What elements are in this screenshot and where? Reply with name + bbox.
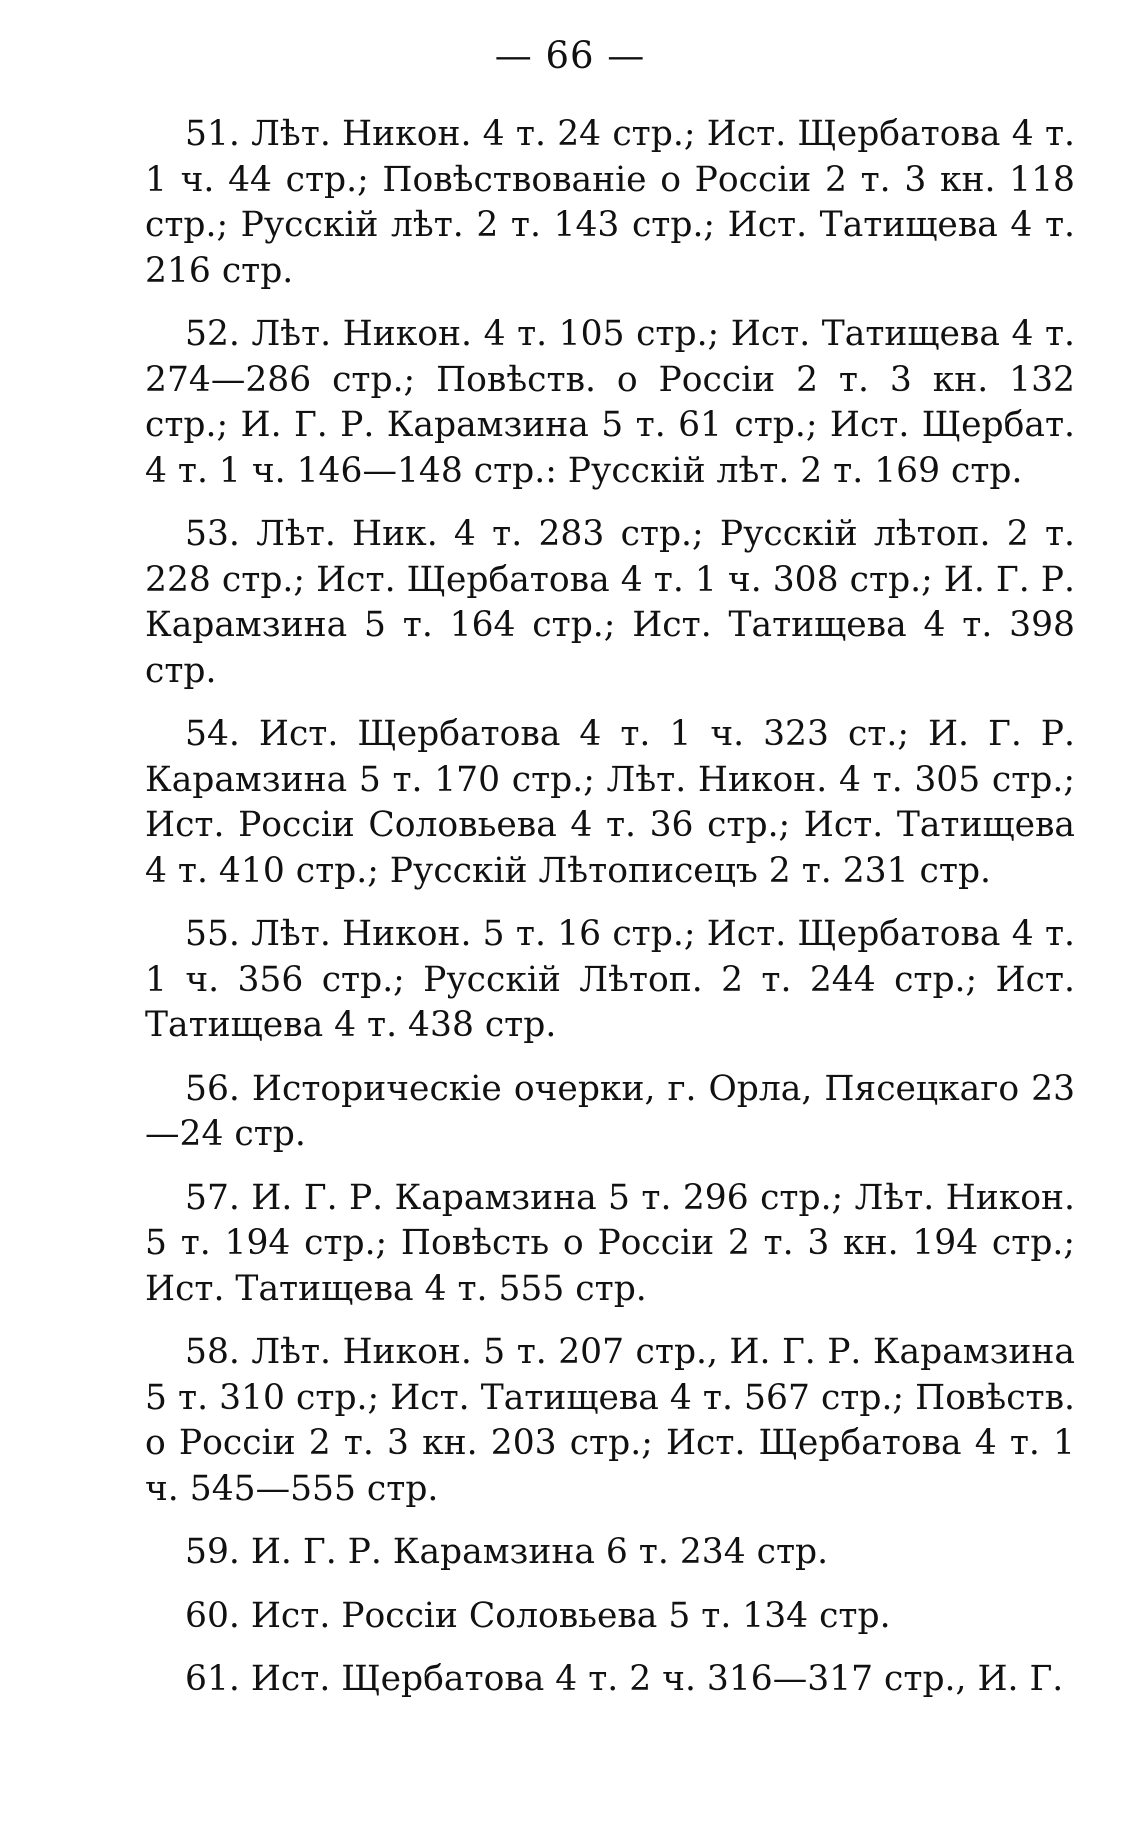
note-number: 54. <box>185 714 240 754</box>
note-61 <box>145 1657 1075 1703</box>
note-57 <box>145 1176 1075 1313</box>
note-text: Ист. Щербатова 4 т. 2 ч. 316—317 стр., И. Г. <box>250 1659 1064 1699</box>
note-text: Ист. Щербатова 4 т. 1 ч. 323 ст.; И. Г. Р. Карамзина 5 т. 170 стр.; Лѣт. Никон. 4 т. 305 стр.; Ист. Россіи Соловьева 4 т. 36 стр.; Ист. Татищева 4 т. 410 стр.; Русскій Лѣтописецъ 2 т. 231 стр. <box>145 714 1075 891</box>
note-text: Лѣт. Никон. 5 т. 16 стр.; Ист. Щербатова 4 т. 1 ч. 356 стр.; Русскій Лѣтоп. 2 т. 244 стр.; Ист. Татищева 4 т. 438 стр. <box>145 914 1075 1045</box>
notes-list <box>145 112 1075 1721</box>
note-number: 58. <box>185 1332 240 1372</box>
note-54 <box>145 712 1075 894</box>
note-51 <box>145 112 1075 294</box>
note-number: 56. <box>185 1068 240 1109</box>
note-number: 61. <box>185 1659 240 1699</box>
note-60 <box>145 1594 1075 1640</box>
note-number: 52. <box>185 314 240 354</box>
note-text: И. Г. Р. Карамзина 6 т. 234 стр. <box>250 1532 829 1572</box>
note-text: Лѣт. Ник. 4 т. 283 стр.; Русскій лѣтоп. 2 т. 228 стр.; Ист. Щербатова 4 т. 1 ч. 308 стр.; И. Г. Р. Карамзина 5 т. 164 стр.; Ист. Татищева 4 т. 398 стр. <box>145 514 1075 691</box>
note-text: Лѣт. Никон. 4 т. 24 стр.; Ист. Щербатова 4 т. 1 ч. 44 стр.; Повѣствованіе о Россіи 2 т. 3 кн. 118 стр.; Русскій лѣт. 2 т. 143 стр.; Ист. Татищева 4 т. 216 стр. <box>145 114 1075 291</box>
note-number: 53. <box>185 514 240 554</box>
note-55 <box>145 912 1075 1049</box>
note-56 <box>145 1067 1075 1158</box>
note-53 <box>145 512 1075 694</box>
note-number: 59. <box>185 1532 240 1572</box>
note-text: Лѣт. Никон. 5 т. 207 стр., И. Г. Р. Карамзина 5 т. 310 стр.; Ист. Татищева 4 т. 567 стр.; Повѣств. о Россіи 2 т. 3 кн. 203 стр.; Ист. Щербатова 4 т. 1 ч. 545—555 стр. <box>145 1332 1075 1509</box>
note-number: 55. <box>185 914 240 954</box>
note-text: Ист. Россіи Соловьева 5 т. 134 стр. <box>250 1595 891 1636</box>
note-number: 51. <box>185 114 240 154</box>
note-number: 60. <box>185 1595 240 1636</box>
note-text: Лѣт. Никон. 4 т. 105 стр.; Ист. Татищева 4 т. 274—286 стр.; Повѣств. о Россіи 2 т. 3 кн. 132 стр.; И. Г. Р. Карамзина 5 т. 61 стр.; Ист. Щербат. 4 т. 1 ч. 146—148 стр.: Русскій лѣт. 2 т. 169 стр. <box>145 314 1076 491</box>
note-59 <box>145 1530 1075 1576</box>
note-text: Историческіе очерки, г. Орла, Пясецкаго 23—24 стр. <box>145 1068 1076 1154</box>
note-number: 57. <box>185 1177 240 1218</box>
note-52 <box>145 312 1075 494</box>
note-text: И. Г. Р. Карамзина 5 т. 296 стр.; Лѣт. Никон. 5 т. 194 стр.; Повѣсть о Россіи 2 т. 3 кн. 194 стр.; Ист. Татищева 4 т. 555 стр. <box>145 1177 1075 1309</box>
note-58 <box>145 1330 1075 1512</box>
page-number: — 66 — <box>494 34 646 77</box>
